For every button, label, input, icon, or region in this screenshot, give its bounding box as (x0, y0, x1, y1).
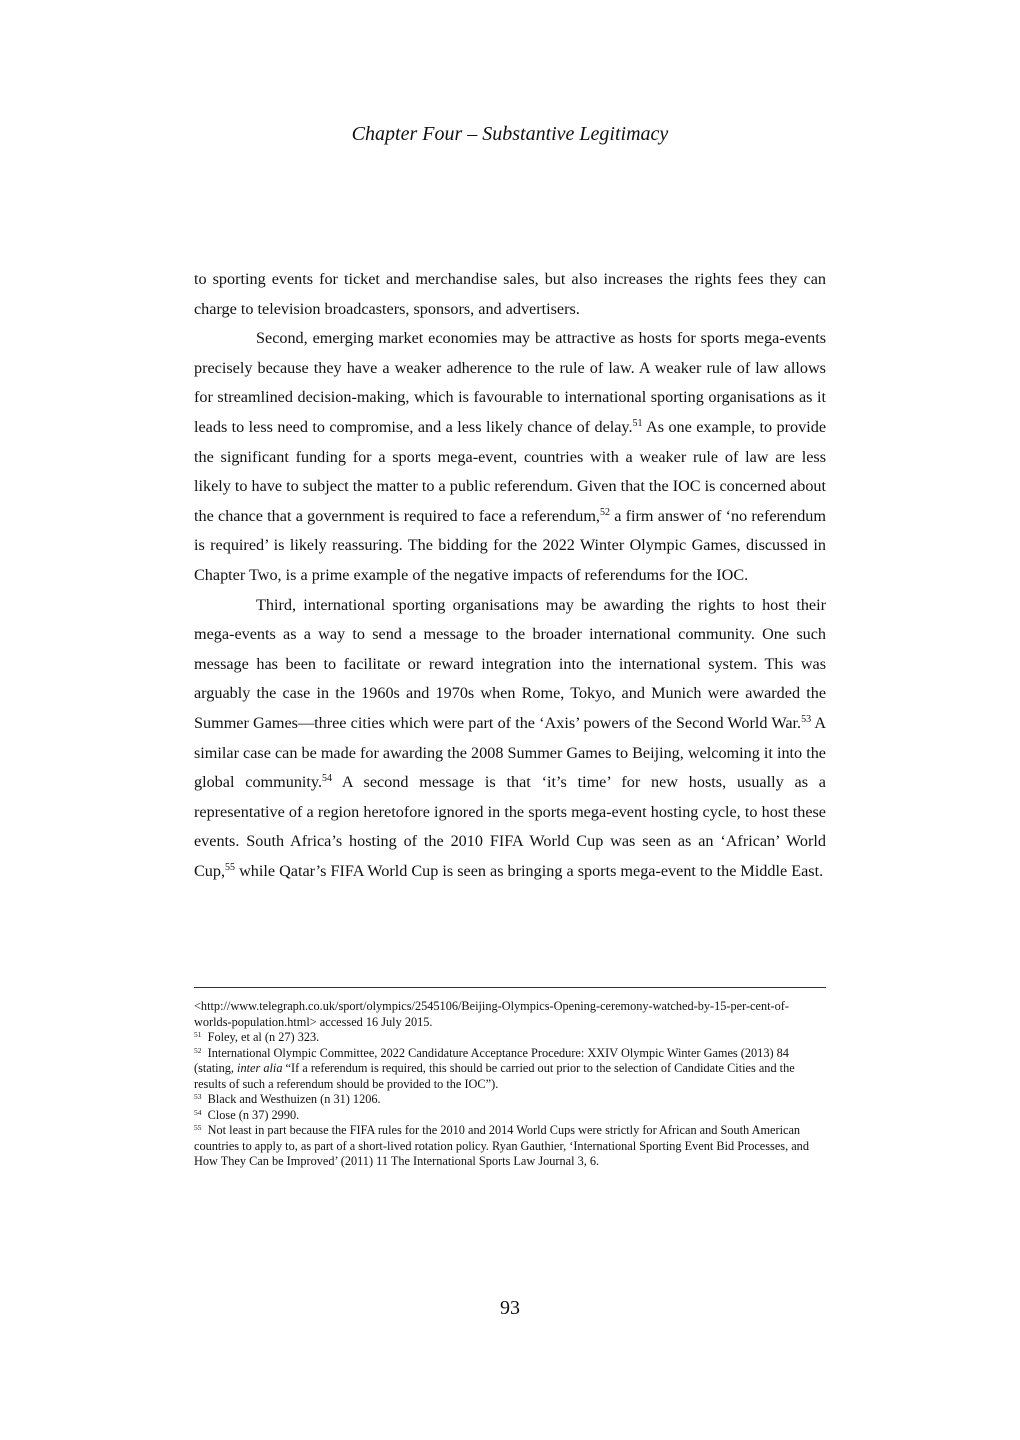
footnote-ref-52: 52 (599, 506, 610, 518)
footnote-number: 55 (194, 1123, 202, 1132)
running-header: Chapter Four – Substantive Legitimacy (351, 123, 669, 145)
footnote-text: Black and Westhuizen (n 31) 1206. (207, 1092, 381, 1106)
paragraph-1: to sporting events for ticket and merchandise sales, but also increases the rights fees they can charge to television broadcasters, sponsors, and advertisers. (194, 270, 826, 318)
footnote-51 (194, 1030, 826, 1046)
paragraph-3-text-c: A second message is that ‘it’s time’ for new hosts, usually as a representative of a region heretofore ignored in the sports mega-event hosting cycle, to host these events. South Africa’s hosting of the 2010 FIFA World Cup was seen as an ‘African’ World Cup, (194, 773, 826, 880)
footnote-ref-53: 53 (801, 713, 812, 725)
page-number: 93 (500, 1297, 520, 1319)
paragraph-2-text-c: a firm answer of ‘no referendum is required’ is likely reassuring. The bidding for the 2022 Winter Olympic Games, discussed in Chapter Two, is a prime example of the negative impacts of referendums for the IOC. (194, 506, 826, 584)
paragraph-2 (194, 324, 826, 590)
footnote-text-a: International Olympic Committee, 2022 Candidature Acceptance Procedure: XXIV Olympic Winter Games (2013) 84 (stating, (194, 1045, 789, 1075)
footnote-54 (194, 1108, 826, 1124)
footnote-separator (194, 987, 826, 988)
paragraph-3-text-d: while Qatar’s FIFA World Cup is seen as bringing a sports mega-event to the Middle East. (235, 861, 824, 880)
footnote-text: Foley, et al (n 27) 323. (207, 1030, 320, 1044)
footnote-53 (194, 1092, 826, 1108)
footnote-52 (194, 1046, 826, 1093)
footnote-ref-51: 51 (632, 417, 643, 429)
footnote-55 (194, 1123, 826, 1170)
footnotes (194, 999, 826, 1170)
paragraph-2-text-a: Second, emerging market economies may be attractive as hosts for sports mega-events precisely because they have a weaker adherence to the rule of law. A weaker rule of law allows for streamlined decision-making, which is favourable to international sporting organisations as it leads to less need to compromise, and a less likely chance of delay. (194, 329, 826, 436)
footnote-number: 53 (194, 1092, 202, 1101)
paragraph-3-text-b: A similar case can be made for awarding the 2008 Summer Games to Beijing, welcoming it into the global community. (194, 713, 827, 792)
footnote-text-b: “If a referendum is required, this should be carried out prior to the selection of Candidate Cities and the results of such a referendum should be provided to the IOC”). (194, 1061, 795, 1091)
footnote-ref-55: 55 (225, 861, 236, 873)
footnote-continued: <http://www.telegraph.co.uk/sport/olympics/2545106/Beijing-Olympics-Opening-ceremony-watched-by-15-per-cent-of-worlds-population.html> accessed 16 July 2015. (194, 999, 789, 1029)
footnote-number: 54 (194, 1107, 202, 1117)
paragraph-3 (194, 591, 826, 887)
footnote-text: Not least in part because the FIFA rules for the 2010 and 2014 World Cups were strictly for African and South American countries to apply to, as part of a short-lived rotation policy. Ryan Gauthier, ‘International Sporting Event Bid Processes, and How They Can be Improved’ (2011) 11 The International Sports Law Journal 3, 6. (194, 1123, 809, 1168)
footnote-italic: inter alia (237, 1061, 283, 1075)
footnote-number: 52 (194, 1045, 202, 1055)
footnote-text: Close (n 37) 2990. (207, 1107, 300, 1122)
body-text (194, 265, 826, 886)
footnote-number: 51 (194, 1030, 202, 1039)
paragraph-3-text-a: Third, international sporting organisations may be awarding the rights to host their mega-events as a way to send a message to the broader international community. One such message has been to facilitate or reward integration into the international system. This was arguably the case in the 1960s and 1970s when Rome, Tokyo, and Munich were awarded the Summer Games—three cities which were part of the ‘Axis’ powers of the Second World War. (194, 595, 826, 732)
footnote-ref-54: 54 (322, 773, 332, 785)
paragraph-2-text-b: As one example, to provide the significant funding for a sports mega-event, countries with a weaker rule of law are less likely to have to subject the matter to a public referendum. Given that the IOC is concerned about the chance that a government is required to face a referendum, (194, 417, 827, 525)
